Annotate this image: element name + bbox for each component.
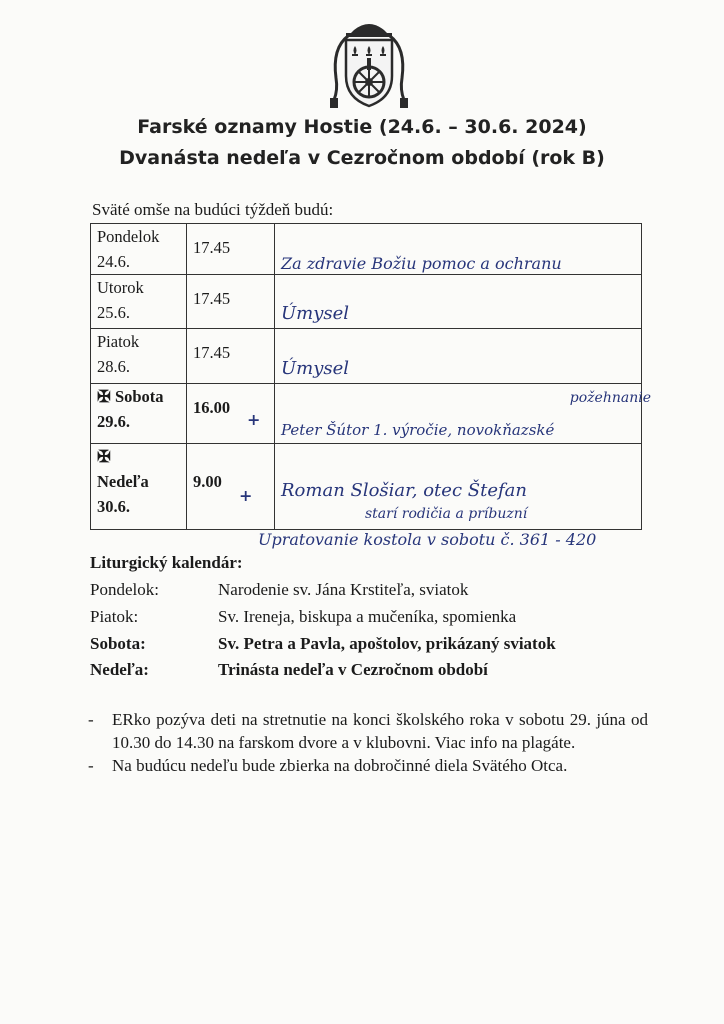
cleaning-note: Upratovanie kostola v sobotu č. 361 - 420	[258, 530, 597, 549]
page-title: Farské oznamy Hostie (24.6. – 30.6. 2024)	[137, 116, 587, 138]
mass-day-cell	[91, 275, 187, 329]
mass-day: Piatok	[97, 332, 140, 351]
mass-time: 17.45	[187, 224, 275, 275]
mass-intention-note: požehnanie	[569, 390, 651, 406]
mass-time: 17.45	[187, 329, 275, 384]
mass-day-cell	[91, 384, 187, 444]
cross-icon: ✠	[97, 387, 111, 406]
calendar-day: Nedeľa:	[90, 660, 149, 679]
announcement-text: ERko pozýva deti na stretnutie na konci školského roka v sobotu 29. júna od 10.30 do 14.30 na farskom dvore a v klubovni. Viac info na plagáte.	[112, 710, 648, 752]
mass-intention: Úmysel	[281, 358, 350, 379]
mass-day: Nedeľa	[97, 472, 149, 491]
calendar-row	[90, 580, 468, 600]
announcement-text: Na budúcu nedeľu bude zbierka na dobročinné diela Svätého Otca.	[112, 756, 568, 775]
masses-table	[90, 223, 651, 530]
mass-time: 16.00	[193, 398, 231, 417]
calendar-text: Trinásta nedeľa v Cezročnom období	[218, 660, 488, 679]
calendar-row	[90, 607, 516, 627]
dash-bullet: -	[88, 710, 94, 729]
calendar-day: Piatok:	[90, 607, 139, 626]
mass-date: 28.6.	[97, 357, 130, 376]
mass-time-cell	[187, 384, 275, 444]
mass-date: 25.6.	[97, 303, 130, 322]
calendar-text: Sv. Petra a Pavla, apoštolov, prikázaný sviatok	[218, 634, 556, 653]
mass-intention: Úmysel	[281, 303, 350, 324]
deceased-mark: +	[239, 486, 253, 505]
mass-time-cell	[187, 444, 275, 530]
mass-intention-note: starí rodičia a príbuzní	[365, 506, 528, 522]
deceased-mark: +	[247, 410, 261, 429]
mass-intention-cell	[275, 224, 642, 275]
mass-date: 29.6.	[97, 412, 130, 431]
mass-intention-cell	[275, 275, 642, 329]
mass-day-cell	[91, 224, 187, 275]
cross-icon: ✠	[97, 447, 111, 466]
mass-day: Sobota	[114, 387, 164, 406]
calendar-text: Narodenie sv. Jána Krstiteľa, sviatok	[218, 580, 469, 599]
mass-intention: Za zdravie Božiu pomoc a ochranu	[281, 254, 562, 273]
list-item	[88, 708, 648, 754]
table-row	[91, 329, 642, 384]
table-row	[91, 275, 642, 329]
dash-bullet: -	[88, 756, 94, 775]
calendar-title: Liturgický kalendár:	[90, 553, 243, 572]
announcements	[88, 708, 648, 777]
calendar-day: Pondelok:	[90, 580, 159, 599]
mass-time: 17.45	[187, 275, 275, 329]
mass-day: Pondelok	[97, 227, 160, 246]
mass-date: 30.6.	[97, 497, 130, 516]
mass-intention-cell	[275, 384, 651, 444]
mass-day-cell	[91, 444, 187, 530]
mass-intention: Peter Šútor 1. výročie, novokňazské	[281, 421, 555, 439]
mass-time: 9.00	[193, 472, 222, 491]
table-row	[91, 224, 642, 275]
table-row	[91, 444, 642, 530]
mass-day-cell	[91, 329, 187, 384]
parish-coat-of-arms-icon	[326, 18, 412, 110]
page-subtitle: Dvanásta nedeľa v Cezročnom období (rok B)	[119, 147, 605, 169]
masses-intro: Sväté omše na budúci týždeň budú:	[92, 200, 334, 219]
calendar-day: Sobota:	[90, 634, 146, 653]
mass-intention: Roman Slošiar, otec Štefan	[281, 480, 527, 501]
mass-intention-cell	[275, 329, 642, 384]
list-item	[88, 754, 648, 777]
mass-date: 24.6.	[97, 252, 130, 271]
mass-intention-cell	[275, 444, 642, 530]
calendar-row	[90, 634, 556, 654]
mass-day: Utorok	[97, 278, 144, 297]
calendar-text: Sv. Ireneja, biskupa a mučeníka, spomienka	[218, 607, 517, 626]
calendar-row	[90, 660, 488, 680]
table-row	[91, 384, 642, 444]
